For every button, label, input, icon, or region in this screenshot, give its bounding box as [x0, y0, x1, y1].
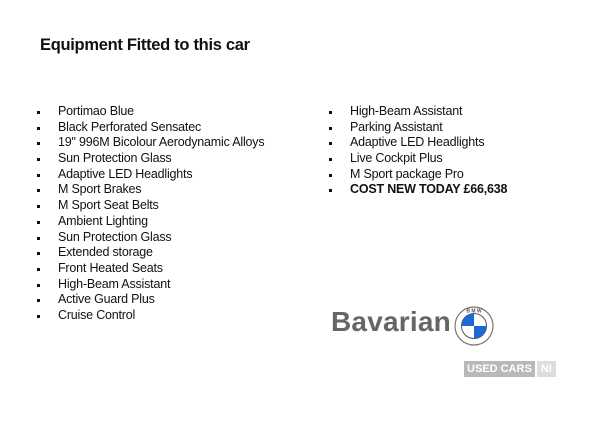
list-item-label: Extended storage: [58, 245, 153, 260]
equipment-list-right: [326, 104, 507, 198]
bullet-icon: [329, 158, 332, 161]
list-item-label: Portimao Blue: [58, 104, 134, 118]
badge-ni: NI: [537, 361, 556, 377]
list-item-label: High-Beam Assistant: [350, 104, 463, 118]
bullet-icon: [37, 284, 40, 287]
bullet-icon: [329, 189, 332, 192]
list-item: [326, 151, 507, 167]
equipment-list-left: [34, 104, 264, 324]
bullet-icon: [37, 127, 40, 130]
list-item-label: Sun Protection Glass: [58, 151, 172, 166]
list-item-label: Adaptive LED Headlights: [58, 166, 193, 181]
list-item: [326, 104, 507, 120]
list-item: [326, 120, 507, 136]
list-item: [34, 151, 264, 167]
bmw-roundel-icon: [454, 306, 494, 346]
list-item: [34, 198, 264, 214]
list-item-label: Adaptive LED Headlights: [350, 135, 485, 150]
bullet-icon: [37, 252, 40, 255]
used-cars-ni-badge: [464, 361, 556, 377]
svg-text:B M W: B M W: [466, 308, 482, 315]
bullet-icon: [329, 174, 332, 177]
bullet-icon: [329, 142, 332, 145]
list-item-label: Cruise Control: [58, 307, 136, 322]
list-item: [34, 292, 264, 308]
bullet-icon: [37, 315, 40, 318]
bullet-icon: [37, 237, 40, 240]
list-item: [34, 308, 264, 324]
bullet-icon: [37, 268, 40, 271]
list-item: [326, 135, 507, 151]
list-item-label: M Sport Seat Belts: [58, 198, 159, 213]
bavarian-logo-text: Bavarian: [331, 306, 451, 337]
list-item: [34, 214, 264, 230]
list-item: [326, 167, 507, 183]
cost-new-item: [326, 182, 507, 198]
list-item-label: M Sport package Pro: [350, 166, 464, 181]
bullet-icon: [37, 189, 40, 192]
bullet-icon: [37, 158, 40, 161]
bullet-icon: [37, 221, 40, 224]
list-item: [34, 104, 264, 120]
bullet-icon: [37, 174, 40, 177]
list-item-label: Parking Assistant: [350, 119, 443, 134]
list-item: [34, 230, 264, 246]
list-item: [34, 135, 264, 151]
list-item: [34, 261, 264, 277]
list-item-label: M Sport Brakes: [58, 182, 142, 197]
list-item: [34, 182, 264, 198]
list-item-label: Live Cockpit Plus: [350, 151, 443, 166]
bullet-icon: [37, 142, 40, 145]
list-item: [34, 167, 264, 183]
list-item-label: Black Perforated Sensatec: [58, 119, 201, 134]
list-item: [34, 245, 264, 261]
list-item-label: 19" 996M Bicolour Aerodynamic Alloys: [58, 135, 265, 150]
bullet-icon: [37, 205, 40, 208]
list-item-label: Front Heated Seats: [58, 260, 163, 275]
bullet-icon: [37, 299, 40, 302]
page-title: Equipment Fitted to this car: [40, 36, 250, 54]
bullet-icon: [329, 127, 332, 130]
list-item: [34, 120, 264, 136]
list-item-label: High-Beam Assistant: [58, 276, 171, 291]
list-item-label: Ambient Lighting: [58, 213, 148, 228]
list-item-label: Sun Protection Glass: [58, 229, 172, 244]
list-item: [34, 277, 264, 293]
list-item-label: Active Guard Plus: [58, 292, 155, 307]
badge-used-cars: USED CARS: [464, 361, 535, 377]
cost-new-label: COST NEW TODAY £66,638: [350, 182, 508, 197]
bullet-icon: [37, 111, 40, 114]
bullet-icon: [329, 111, 332, 114]
